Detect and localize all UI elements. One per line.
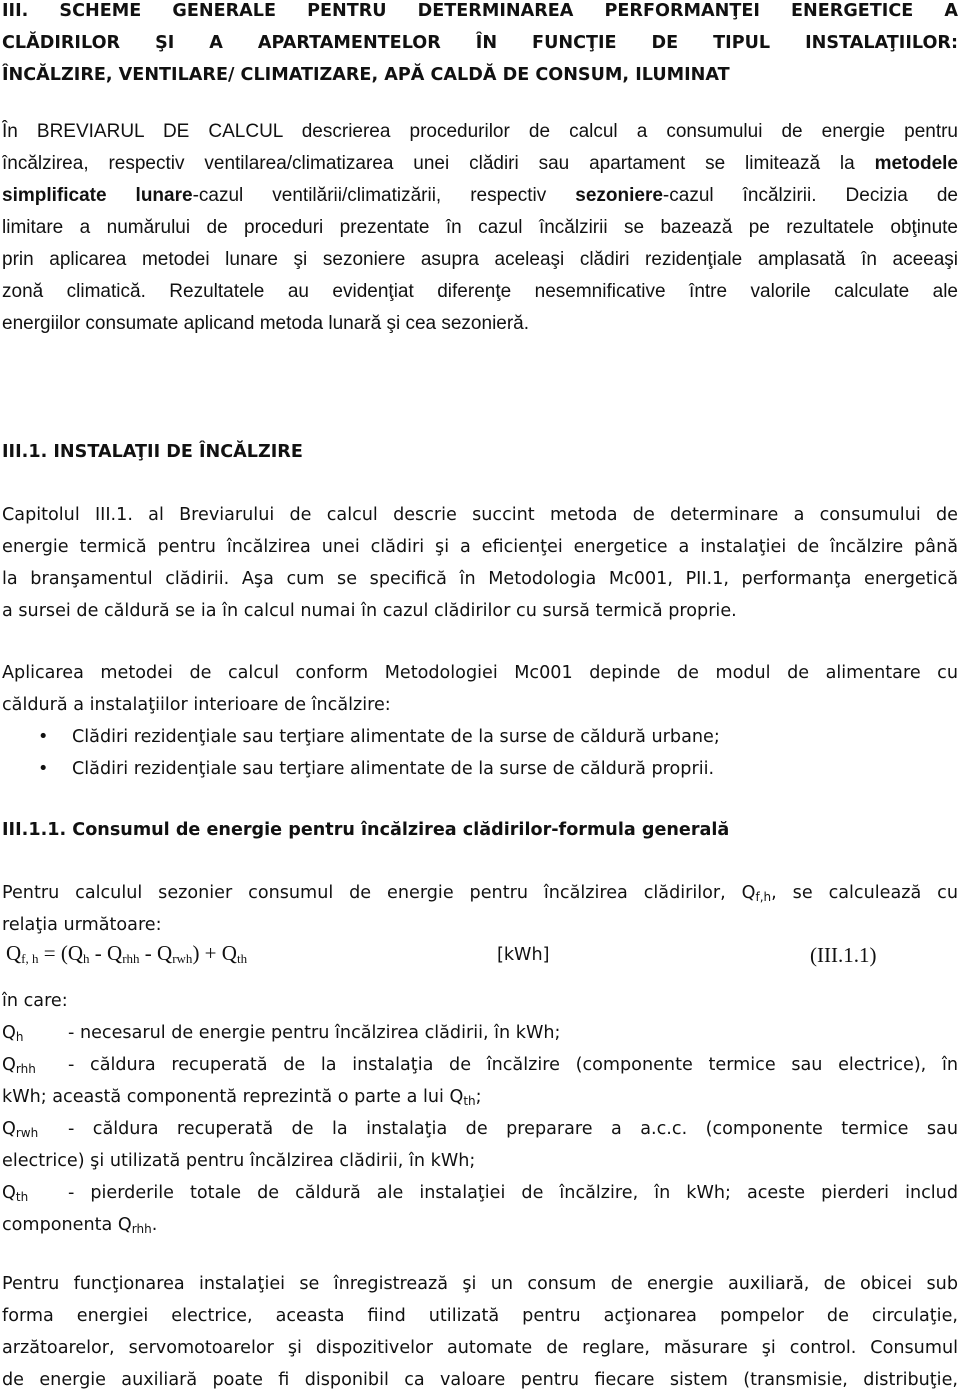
section-heading-III-1: III.1. INSTALAŢII DE ÎNCĂLZIRE (2, 442, 303, 462)
text-line: energiilor consumate aplicand metoda lunară şi cea sezonieră. (2, 313, 530, 334)
text-line: zonă climatică. Rezultatele au evidenţiat diferenţe nesemnificative între valorile calculate ale (2, 281, 958, 302)
text-line: energie termică pentru încălzirea unei clădiri şi a eficienţei energetice a instalaţiei de încălzire până (2, 537, 958, 557)
formula-unit: [kWh] (497, 945, 550, 965)
definition-qh: $Q_h$ - necesarul de energie pentru încălzirea clădirii, în kWh; (2, 1023, 561, 1044)
formula-intro-paragraph (2, 877, 958, 941)
text-line: simplificate lunare-cazul ventilării/climatizării, respectiv sezoniere-cazul încălzirii. Decizia de (2, 185, 958, 206)
heading-line: CLĂDIRILOR ŞI A APARTAMENTELOR ÎN FUNCŢIE DE TIPUL INSTALAŢIILOR: (2, 33, 958, 53)
text-line: limitare a numărului de proceduri prezentate în cazul încălzirii se bazează pe rezultatele obţinute (2, 217, 958, 238)
text-line: de energie auxiliară poate fi disponibil ca valoare pentru fiecare sistem (transmisie, distribuţie, (2, 1370, 958, 1390)
formula-III-1-1: $Q_{f, h} = (Q_h - Q_{rhh} - Q_{rwh}) + Q_{th}$ (6, 941, 248, 966)
definition-qrwh-cont: electrice) şi utilizată pentru încălzirea clădirii, în kWh; (2, 1151, 476, 1171)
section-heading-III (2, 0, 958, 91)
heading-line: III. SCHEME GENERALE PENTRU DETERMINAREA PERFORMANŢEI ENERGETICE A (2, 1, 958, 21)
text-line: În BREVIARUL DE CALCUL descrierea procedurilor de calcul a consumului de energie pentru (2, 121, 958, 142)
definitions-list (2, 985, 958, 1241)
application-paragraph (2, 657, 958, 785)
text-line: a sursei de căldură se ia în calcul numai în cazul clădirilor cu sursă termică proprie. (2, 601, 737, 621)
text-line: căldură a instalaţiilor interioare de încălzire: (2, 695, 391, 715)
list-item: • Clădiri rezidenţiale sau terţiare alimentate de la surse de căldură urbane; (2, 721, 958, 753)
text-line: Pentru funcţionarea instalaţiei se înregistrează şi un consum de energie auxiliară, de obicei sub (2, 1274, 958, 1294)
bullet-icon: • (38, 727, 49, 747)
text-line: încălzirea, respectiv ventilarea/climatizarea unei clădiri sau apartament se limitează la metodele (2, 153, 958, 174)
chapter-paragraph (2, 499, 958, 627)
text-line: Aplicarea metodei de calcul conform Metodologiei Mc001 depinde de modul de alimentare cu (2, 663, 958, 683)
definition-qth-cont: componenta $Q_{rhh}$. (2, 1215, 158, 1236)
heading-line: ÎNCĂLZIRE, VENTILARE/ CLIMATIZARE, APĂ CALDĂ DE CONSUM, ILUMINAT (2, 65, 730, 85)
intro-paragraph (2, 116, 958, 340)
definition-qrhh: $Q_{rhh}$ - căldura recuperată de la instalaţia de încălzire (componente termice sau electrice), în (2, 1055, 958, 1076)
auxiliary-energy-paragraph (2, 1268, 958, 1396)
text-line: Capitolul III.1. al Breviarului de calcul descrie succint metoda de determinare a consumului de (2, 505, 958, 525)
text-line: relaţia următoare: (2, 915, 162, 935)
text-line: arzătoarelor, servomotoarelor şi dispozitivelor automate de reglare, măsurare şi control. Consumul (2, 1338, 958, 1358)
text-line: la branşamentul clădirii. Aşa cum se specifică în Metodologia Mc001, PII.1, performanţa energetică (2, 569, 958, 589)
definition-qth: $Q_{th}$ - pierderile totale de căldură ale instalaţiei de încălzire, în kWh; aceste pierderi includ (2, 1183, 958, 1204)
bullet-icon: • (38, 759, 49, 779)
section-heading-III-1-1: III.1.1. Consumul de energie pentru încălzirea clădirilor-formula generală (2, 820, 730, 840)
list-item: • Clădiri rezidenţiale sau terţiare alimentate de la surse de căldură proprii. (2, 753, 958, 785)
formula-number: (III.1.1) (810, 943, 877, 967)
text-line: Pentru calculul sezonier consumul de energie pentru încălzirea clădirilor, $Q_{f,h}$, se calculează cu (2, 883, 958, 904)
definitions-intro: în care: (2, 991, 68, 1011)
definition-qrhh-cont: kWh; această componentă reprezintă o parte a lui $Q_{th}$; (2, 1087, 482, 1108)
text-line: prin aplicarea metodei lunare şi sezoniere asupra aceleaşi clădiri rezidenţiale amplasată în aceeaşi (2, 249, 958, 270)
definition-qrwh: $Q_{rwh}$ - căldura recuperată de la instalaţia de preparare a a.c.c. (componente termice sau (2, 1119, 958, 1140)
text-line: forma energiei electrice, aceasta fiind utilizată pentru acţionarea pompelor de circulaţie, (2, 1306, 958, 1326)
